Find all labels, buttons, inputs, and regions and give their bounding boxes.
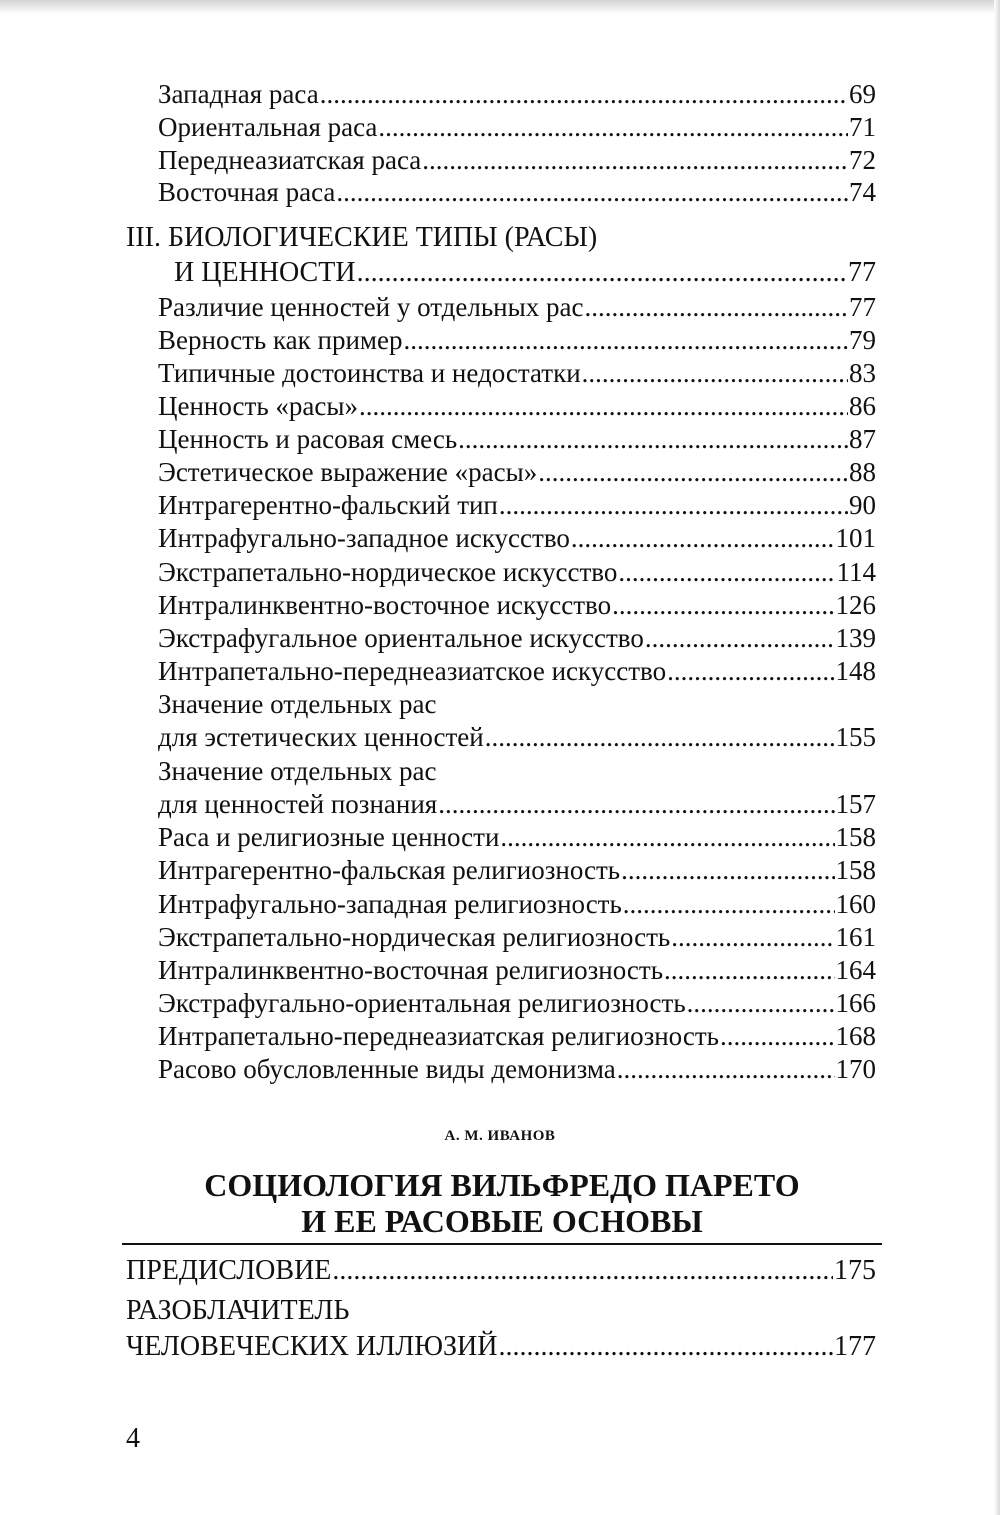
dot-leader (617, 1053, 835, 1086)
toc-entry-title: Интралинквентно-восточное искусство (158, 590, 612, 620)
dot-leader (664, 954, 834, 987)
toc-entry (158, 721, 876, 754)
dot-leader (422, 144, 848, 177)
section-title-line2: И ЕЕ РАСОВЫЕ ОСНОВЫ (301, 1203, 703, 1239)
page-top-shadow (0, 0, 1000, 14)
toc-entry (158, 655, 876, 688)
toc-entry-page: 168 (835, 1021, 876, 1051)
dot-leader (571, 522, 835, 555)
toc-entry-page: 166 (835, 988, 876, 1018)
toc-entry-page: 79 (849, 325, 876, 355)
toc-entry (158, 622, 876, 655)
dot-leader (623, 888, 835, 921)
toc-entry-title: Типичные достоинства и недостатки (158, 358, 581, 388)
toc-entry-page: 164 (835, 955, 876, 985)
dot-leader (618, 556, 835, 589)
toc-entry-page: 83 (849, 358, 876, 388)
toc-entry (158, 556, 876, 589)
toc-entry-page: 155 (835, 722, 876, 752)
dot-leader (332, 1254, 833, 1287)
dot-leader (584, 291, 848, 324)
toc-entry-page: 139 (835, 623, 876, 653)
page-right-shadow (994, 0, 1000, 1515)
toc-entry-title: Интрафугально-западное искусство (158, 523, 570, 553)
toc-entry-title: Верность как пример (158, 325, 403, 355)
dot-leader (645, 622, 835, 655)
toc-entry-title: Западная раса (158, 79, 319, 109)
toc-entry (158, 78, 876, 111)
toc-entry-page: 77 (849, 292, 876, 322)
toc-entry-title: Восточная раса (158, 177, 336, 207)
toc-entry-page: 72 (849, 145, 876, 175)
toc-entry-title: для эстетических ценностей (158, 722, 484, 752)
toc-entry (158, 788, 876, 821)
toc-entry-page: 74 (849, 177, 876, 207)
toc-entry (158, 456, 876, 489)
toc-entry-title: Расово обусловленные виды демонизма (158, 1054, 616, 1084)
dot-leader (498, 1330, 833, 1363)
toc-entry (158, 144, 876, 177)
toc-entry-page: 161 (835, 922, 876, 952)
dot-leader (320, 78, 848, 111)
toc-entry-title: Ценность и расовая смесь (158, 424, 458, 454)
toc-entry-title: Ориентальная раса (158, 112, 378, 142)
toc-entry-page: 87 (849, 424, 876, 454)
toc-entry (126, 1254, 876, 1287)
toc-entry-title: Экстрафугально-ориентальная религиозность (158, 988, 686, 1018)
toc-entry-page: 126 (835, 590, 876, 620)
dot-leader (621, 854, 834, 887)
toc-entry-page: 77 (848, 257, 876, 288)
dot-leader (458, 423, 848, 456)
toc-entry (158, 489, 876, 522)
toc-entry (158, 357, 876, 390)
toc-entry (158, 854, 876, 887)
toc-entry-page: 157 (835, 789, 876, 819)
dot-leader (667, 655, 834, 688)
author-name: А. М. ИВАНОВ (444, 1128, 556, 1144)
toc-entry (158, 1053, 876, 1086)
toc-entry-page: 69 (849, 79, 876, 109)
page-number: 4 (126, 1423, 140, 1454)
toc-entry-title: Интрапетально-переднеазиатская религиозность (158, 1021, 719, 1051)
toc-entry-page: 177 (834, 1331, 876, 1362)
toc-entry-title: для ценностей познания (158, 789, 438, 819)
toc-entry (158, 390, 876, 423)
toc-entry (158, 423, 876, 456)
chapter-heading-line1: III. БИОЛОГИЧЕСКИЕ ТИПЫ (РАСЫ) (126, 222, 598, 253)
dot-leader (612, 589, 834, 622)
dot-leader (438, 788, 834, 821)
toc-entry-page: 158 (835, 855, 876, 885)
toc-entry-page: 90 (849, 490, 876, 520)
toc-entry-title: Экстрапетально-нордическое искусство (158, 557, 618, 587)
toc-entry-title-line1: Значение отдельных рас (158, 756, 437, 786)
toc-entry-page: 101 (835, 523, 876, 553)
section-title-line1: СОЦИОЛОГИЯ ВИЛЬФРЕДО ПАРЕТО (204, 1167, 800, 1203)
toc-entry-title: Переднеазиатская раса (158, 145, 422, 175)
toc-entry (158, 176, 876, 209)
toc-entry-title: Различие ценностей у отдельных рас (158, 292, 584, 322)
chapter-heading (174, 256, 876, 289)
dot-leader (485, 721, 835, 754)
dot-leader (336, 176, 848, 209)
toc-entry-title: Интралинквентно-восточная религиозность (158, 955, 664, 985)
toc-entry (126, 1330, 876, 1363)
toc-entry-title: Интрагерентно-фальская религиозность (158, 855, 621, 885)
dot-leader (671, 921, 834, 954)
dot-leader (582, 357, 848, 390)
dot-leader (378, 111, 848, 144)
dot-leader (720, 1020, 835, 1053)
dot-leader (538, 456, 848, 489)
toc-entry-title: Экстрафугальное ориентальное искусство (158, 623, 644, 653)
toc-entry (158, 987, 876, 1020)
toc-entry (158, 1020, 876, 1053)
toc-entry-page: 170 (835, 1054, 876, 1084)
toc-entry-title-line1: РАЗОБЛАЧИТЕЛЬ (126, 1295, 350, 1326)
toc-entry-title: Раса и религиозные ценности (158, 822, 500, 852)
toc-entry-title: ПРЕДИСЛОВИЕ (126, 1255, 332, 1286)
toc-entry-title-line1: Значение отдельных рас (158, 689, 437, 719)
dot-leader (359, 390, 848, 423)
toc-entry (158, 324, 876, 357)
toc-entry-title: ЧЕЛОВЕЧЕСКИХ ИЛЛЮЗИЙ (126, 1331, 498, 1362)
dot-leader (500, 821, 834, 854)
toc-entry-title: Интрагерентно-фальский тип (158, 490, 498, 520)
toc-entry-title: Ценность «расы» (158, 391, 359, 421)
toc-entry-page: 160 (835, 889, 876, 919)
toc-entry-title: Интрапетально-переднеазиатское искусство (158, 656, 667, 686)
toc-entry-title: Экстрапетально-нордическая религиозность (158, 922, 671, 952)
toc-entry (158, 821, 876, 854)
toc-entry (158, 954, 876, 987)
horizontal-rule (122, 1243, 882, 1245)
toc-entry (158, 888, 876, 921)
toc-entry-title: Интрафугально-западная религиозность (158, 889, 622, 919)
toc-entry-page: 175 (834, 1255, 876, 1286)
toc-entry-title: Эстетическое выражение «расы» (158, 457, 538, 487)
dot-leader (687, 987, 835, 1020)
toc-entry (158, 921, 876, 954)
toc-entry (158, 291, 876, 324)
toc-entry-page: 71 (849, 112, 876, 142)
toc-entry-page: 158 (835, 822, 876, 852)
toc-entry (158, 111, 876, 144)
toc-entry-page: 88 (849, 457, 876, 487)
chapter-heading-line2: И ЦЕННОСТИ (174, 257, 356, 288)
dot-leader (357, 256, 847, 289)
dot-leader (404, 324, 849, 357)
toc-entry-page: 86 (849, 391, 876, 421)
toc-entry-page: 114 (836, 557, 876, 587)
toc-entry (158, 589, 876, 622)
dot-leader (499, 489, 848, 522)
toc-entry (158, 522, 876, 555)
toc-entry-page: 148 (835, 656, 876, 686)
